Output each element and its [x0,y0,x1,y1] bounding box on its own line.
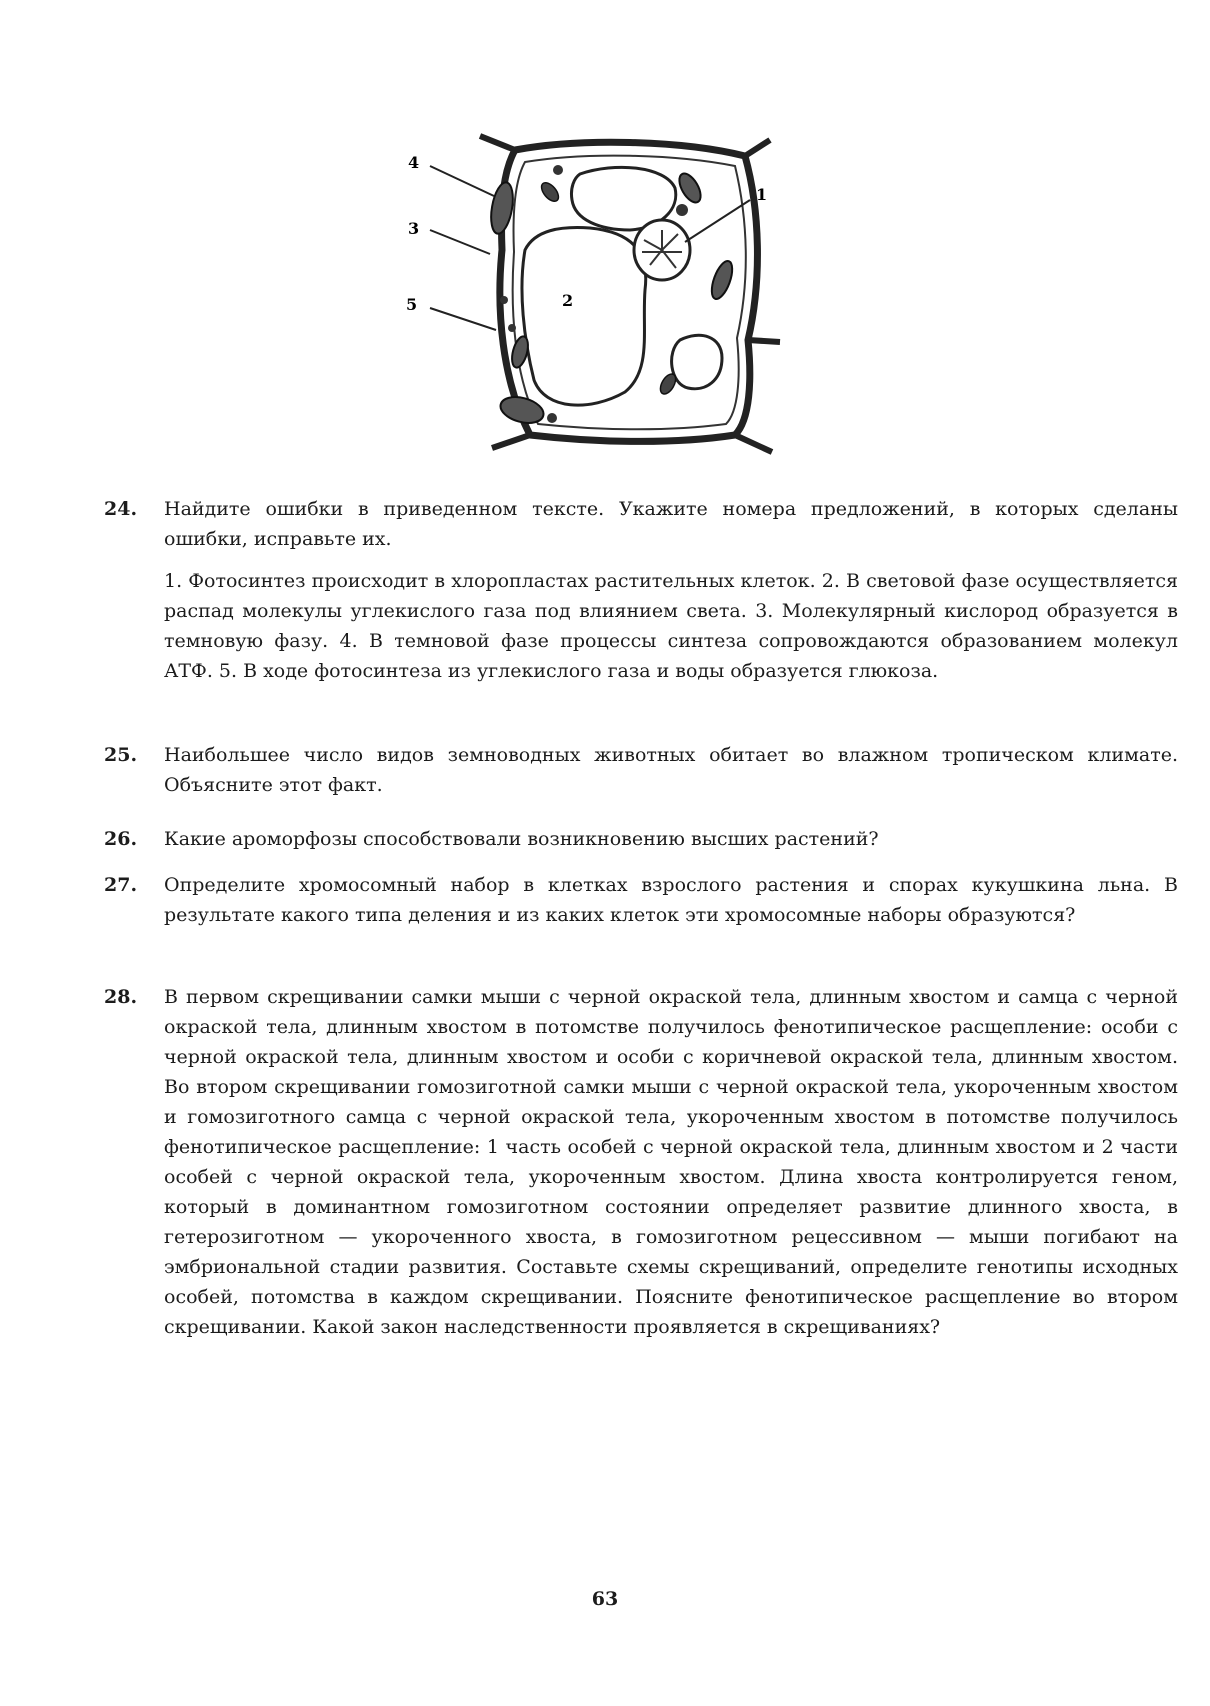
chloroplast [708,258,737,301]
pointer-line-4 [430,166,494,196]
task-28 [104,982,1178,1342]
chloroplast [488,181,517,236]
task-number: 28. [104,986,138,1008]
pointer-line-5 [430,308,496,330]
pointer-line-3 [430,230,490,254]
central-vacuole [522,228,646,406]
page-number: 63 [591,1588,619,1610]
plant-cell-figure [406,130,830,480]
chloroplast [509,335,531,370]
task-subtext: 1. Фотосинтез происходит в хлоропластах растительных клеток. 2. В световой фазе осуществляется распад молекулы углекислого газа под влиянием света. 3. Молекулярный кислород образуется в темновую фазу. 4. В темновой фазе процессы синтеза сопровождаются образованием молекул АТФ. 5. В ходе фотосинтеза из углекислого газа и воды образуется глюкоза. [164,570,1178,682]
chloroplast [498,393,547,428]
task-number: 24. [104,498,138,520]
label-2: 2 [562,291,574,310]
task-text: Наибольшее число видов земноводных животных обитает во влажном тропическом климате. Объясните этот факт. [164,744,1178,796]
task-26 [104,824,1178,854]
granule [500,296,508,304]
task-25 [104,740,1178,800]
task-number: 25. [104,744,138,766]
task-text: Определите хромосомный набор в клетках взрослого растения и спорах кукушкина льна. В результате какого типа деления и из каких клеток эти хромосомные наборы образуются? [164,874,1178,926]
pointer-line-1 [685,200,750,242]
granule [676,204,688,216]
mitochondrion [538,180,561,205]
task-number: 27. [104,874,138,896]
task-number: 26. [104,828,138,850]
task-27 [104,870,1178,930]
label-1: 1 [756,185,768,204]
task-text: Какие ароморфозы способствовали возникновению высших растений? [164,828,879,850]
label-5: 5 [406,295,418,314]
small-vacuole-bottom [672,335,722,388]
granule [553,165,563,175]
granule [547,413,557,423]
task-text: В первом скрещивании самки мыши с черной окраской тела, длинным хвостом и самца с черной окраской тела, длинным хвостом в потомстве получилось фенотипическое расщепление: особи с черной окраской тела, длинным хвостом и особи с коричневой окраской тела, длинным хвостом. Во втором скрещивании гомозиготной самки мыши с черной окраской тела, укороченным хвостом и гомозиготного самца с черной окраской тела, укороченным хвостом в потомстве получилось фенотипическое расщепление: 1 часть особей с черной окраской тела, длинным хвостом и 2 части особей с черной окраской тела, укороченным хвостом. Длина хвоста контролируется геном, который в доминантном гомозиготном состоянии определяет развитие длинного хвоста, в гетерозиготном — укороченного хвоста, в гомозиготном рецессивном — мыши погибают на эмбриональной стадии развития. Составьте схемы скрещиваний, определите генотипы исходных особей, потомства в каждом скрещивании. Поясните фенотипическое расщепление во втором скрещивании. Какой закон наследственности проявляется в скрещиваниях? [164,986,1178,1338]
granule [508,324,516,332]
label-3: 3 [408,219,420,238]
chloroplast [675,170,705,206]
plant-cell-illustration [406,130,830,480]
label-4: 4 [408,153,420,172]
task-text: Найдите ошибки в приведенном тексте. Укажите номера предложений, в которых сделаны ошибки, исправьте их. [164,498,1178,550]
task-24 [104,494,1178,686]
